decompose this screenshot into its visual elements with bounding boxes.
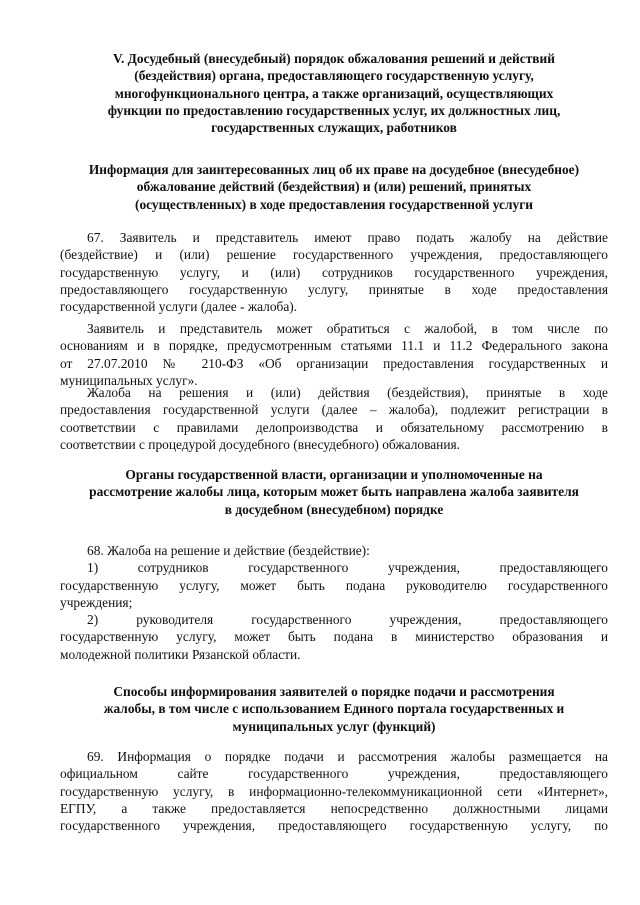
paragraph-68 [60, 542, 608, 663]
text-line: государственного учреждения, предоставляющего государственную услугу, по [60, 818, 608, 834]
heading-line: V. Досудебный (внесудебный) порядок обжалования решений и действий [113, 51, 555, 66]
text-line: 69. Информация о порядке подачи и рассмотрения жалобы размещается на [87, 749, 608, 764]
heading-line: обжалование действий (бездействия) и (или) решений, принятых [136, 179, 532, 195]
heading-line: Информация для заинтересованных лиц об их праве на досудебное (внесудебное) [88, 162, 580, 177]
text-line: государственную услугу, может быть подана в министерство образования и [60, 629, 608, 645]
list-item-2: 2) руководителя государственного учреждения, предоставляющего [87, 612, 608, 628]
heading-line: муниципальных услуг (функций) [232, 718, 436, 734]
text-line: государственной услуги (далее - жалоба). [60, 299, 298, 315]
text-line: предоставления государственной услуги (далее – жалоба), подлежит регистрации в [60, 402, 608, 418]
heading-line: многофункционального центра, а также организаций, осуществляющих [114, 85, 554, 101]
heading-line: функции по предоставлению государственных услуг, их должностных лиц, [107, 102, 561, 118]
text-line: Заявитель и представитель может обратиться с жалобой, в том числе по [87, 321, 608, 336]
text-line: соответствии с процедурой досудебного (внесудебного) обжалования. [60, 436, 461, 452]
text-line: от 27.07.2010 № 210-ФЗ «Об организации предоставления государственных и [60, 355, 608, 371]
subheading-right-to-appeal [60, 161, 608, 213]
text-line: (бездействие) и (или) решение государственного учреждения, предоставляющего [60, 247, 608, 263]
text-line: 67. Заявитель и представитель имеют право подать жалобу на действие [87, 230, 608, 245]
text-line: основаниям и в порядке, предусмотренным статьями 11.1 и 11.2 Федерального закона [60, 338, 608, 354]
heading-line: в досудебном (внесудебном) порядке [224, 501, 444, 517]
subheading-authorities [60, 466, 608, 518]
section-heading [60, 50, 608, 136]
heading-line: (бездействия) органа, предоставляющего государственную услугу, [134, 68, 534, 84]
text-line: молодежной политики Рязанской области. [60, 646, 301, 662]
text-line: учреждения; [60, 594, 133, 610]
heading-line: Способы информирования заявителей о порядке подачи и рассмотрения [113, 684, 555, 699]
heading-line: рассмотрение жалобы лица, которым может быть направлена жалоба заявителя [89, 484, 579, 500]
heading-line: государственных служащих, работников [211, 120, 457, 136]
subheading-informing-methods [60, 683, 608, 735]
text-line: предоставляющего государственную услугу, принятые в ходе предоставления [60, 281, 608, 297]
heading-line: жалобы, в том числе с использованием Единого портала государственных и [103, 701, 565, 717]
paragraph-67-c [60, 384, 608, 453]
paragraph-67-b [60, 320, 608, 389]
text-line: соответствии с правилами делопроизводства и обязательному рассмотрению в [60, 419, 608, 435]
list-item-1: 1) сотрудников государственного учреждения, предоставляющего [87, 560, 608, 576]
heading-line: (осуществленных) в ходе предоставления государственной услуги [135, 196, 533, 212]
text-line: государственную услугу, в информационно-телекоммуникационной сети «Интернет», [60, 783, 608, 799]
text-line: Жалоба на решения и (или) действия (бездействия), принятые в ходе [87, 385, 608, 400]
text-line: официальном сайте государственного учреждения, предоставляющего [60, 766, 608, 782]
heading-line: Органы государственной власти, организации и уполномоченные на [125, 467, 543, 482]
text-line: государственную услугу, и (или) сотрудников государственного учреждения, [60, 264, 608, 280]
text-line: 68. Жалоба на решение и действие (бездействие): [87, 543, 370, 558]
text-line: государственную услугу, может быть подана руководителю государственного [60, 577, 608, 593]
paragraph-69 [60, 748, 608, 834]
text-line: муниципальных услуг». [60, 372, 198, 388]
text-line: ЕГПУ, а также предоставляется непосредственно должностными лицами [60, 800, 608, 816]
paragraph-67 [60, 229, 608, 315]
